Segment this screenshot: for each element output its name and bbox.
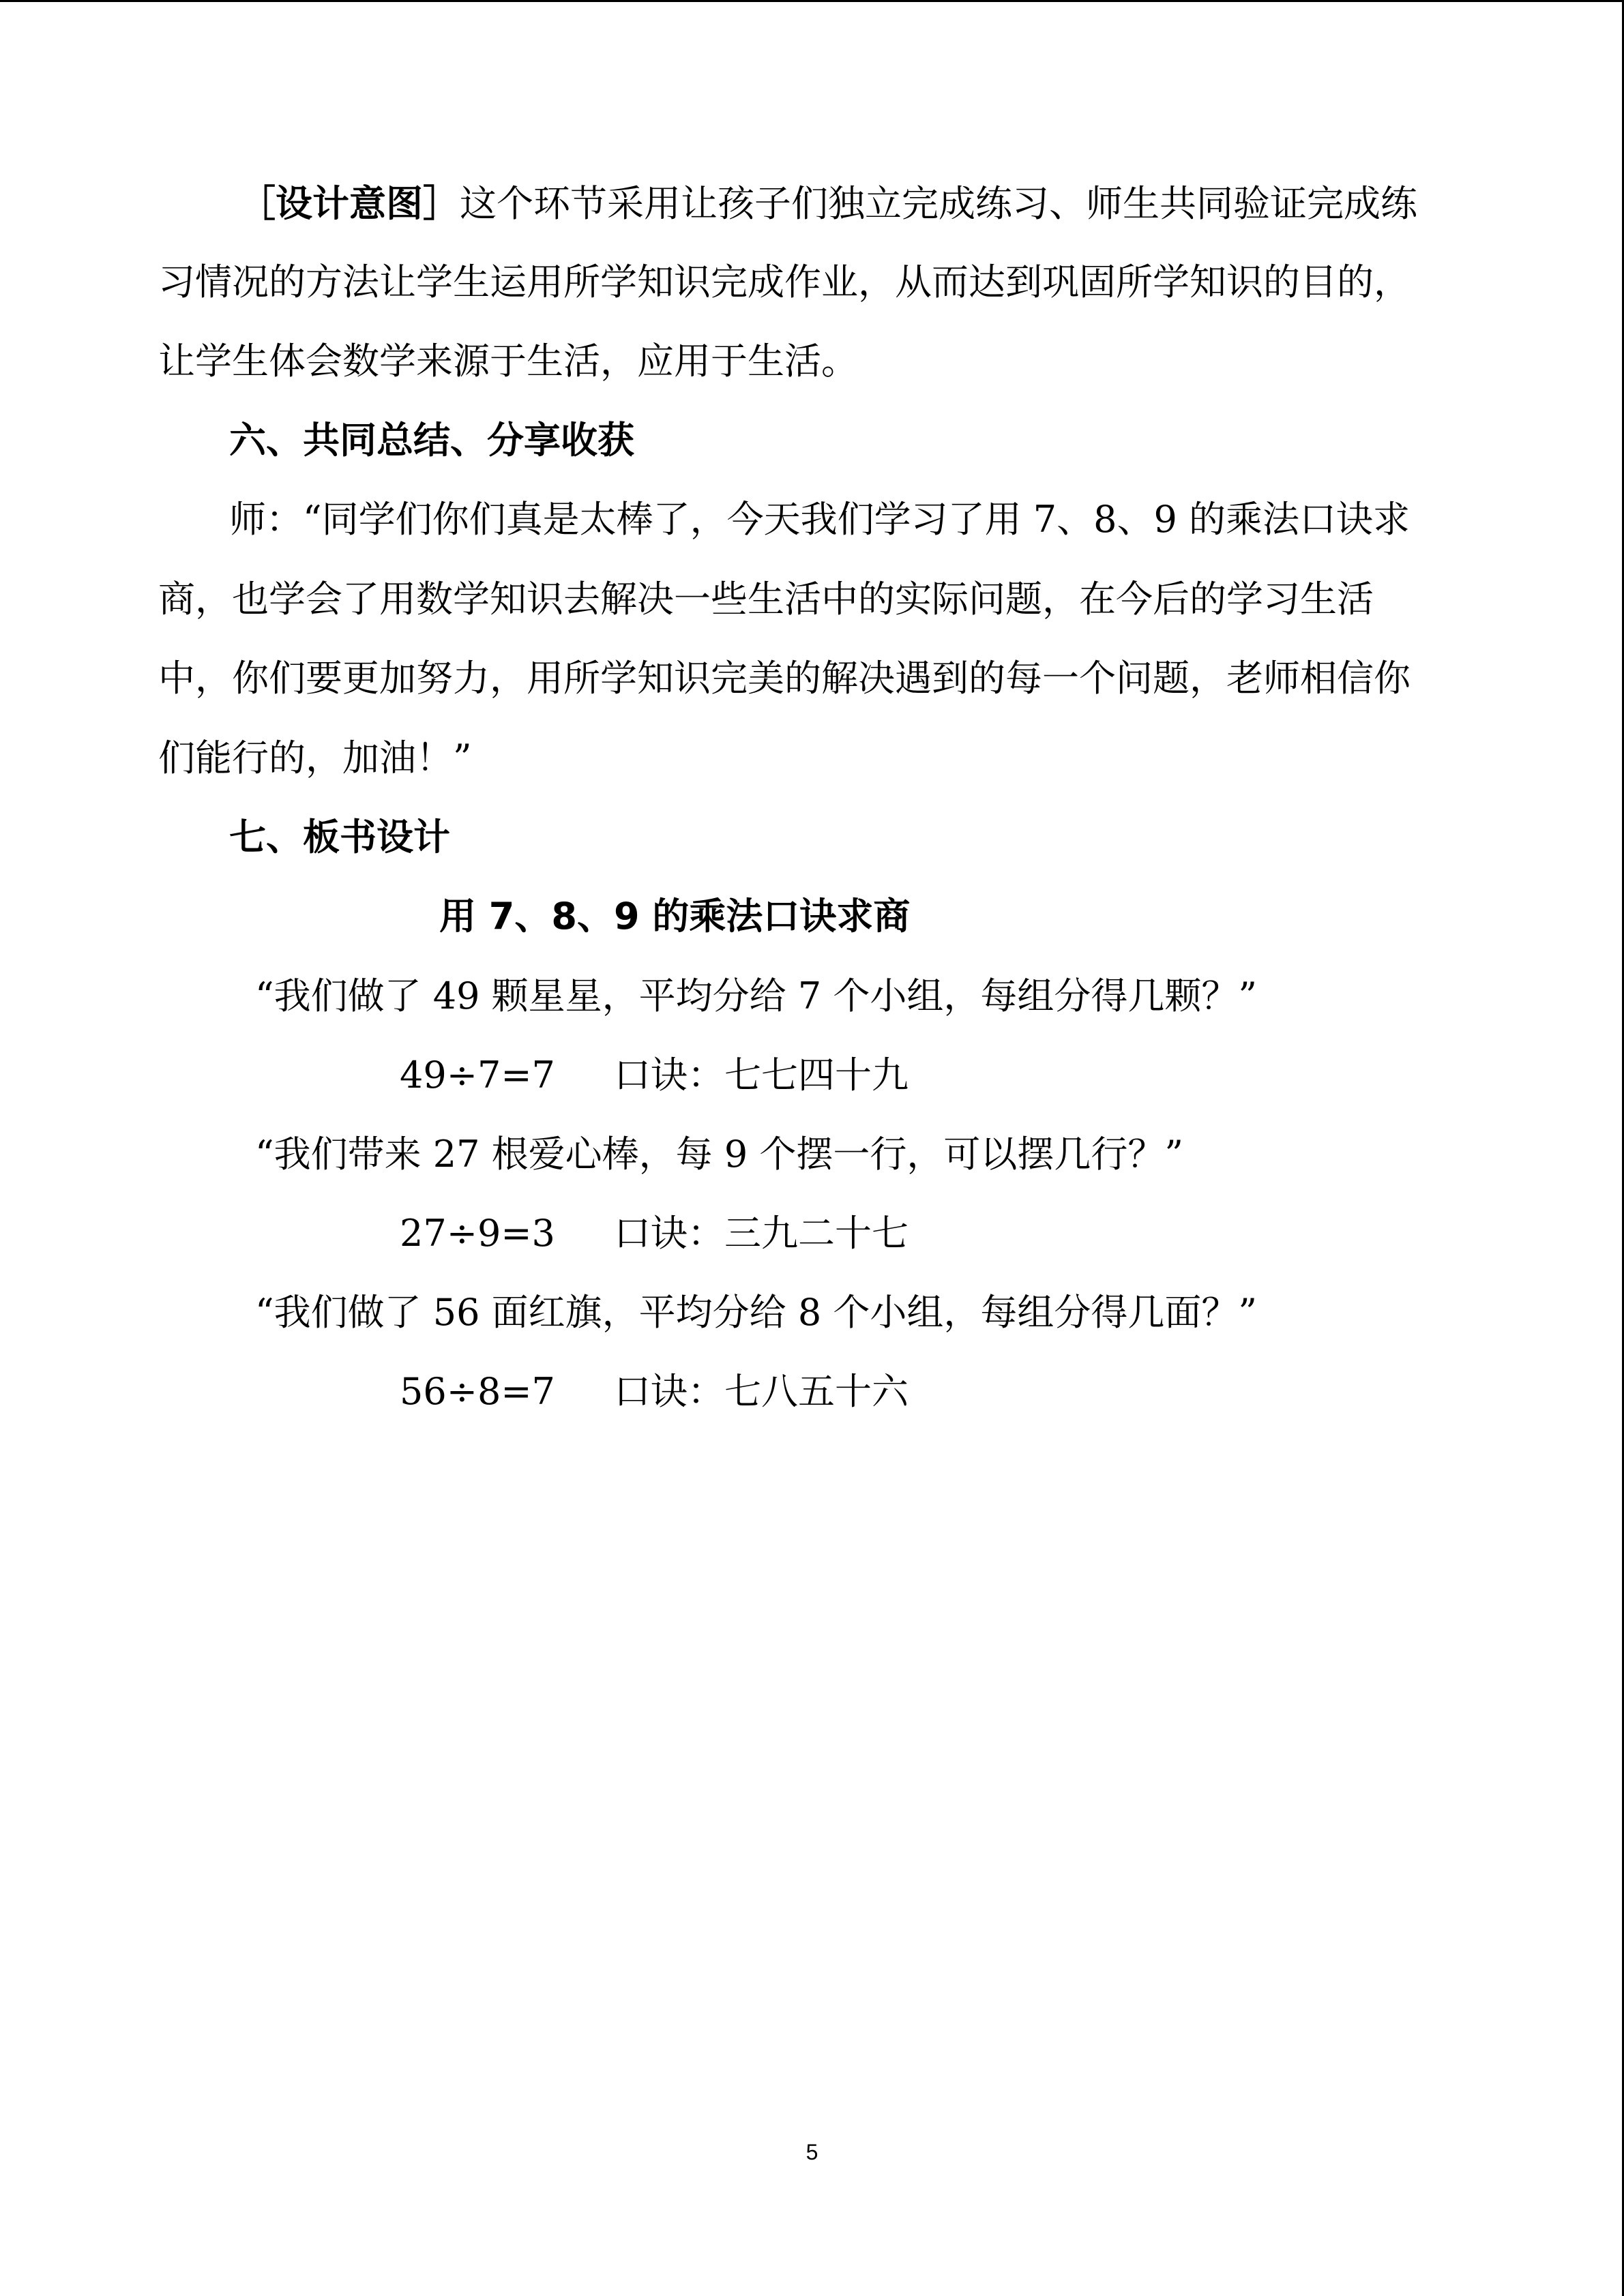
board-mnemonic-2: 口诀：三九二十七 bbox=[614, 1212, 909, 1255]
board-question-2: “我们带来 27 根爱心棒，每 9 个摆一行，可以摆几行？” bbox=[255, 1133, 1183, 1176]
design-intent-line-1 bbox=[239, 182, 1417, 225]
section-6-heading: 六、共同总结、分享收获 bbox=[229, 419, 634, 462]
section-6-paragraph-line-4: 们能行的，加油！” bbox=[158, 736, 472, 779]
board-equation-3: 56÷8=7 bbox=[400, 1370, 555, 1413]
board-mnemonic-3: 口诀：七八五十六 bbox=[614, 1370, 909, 1413]
section-7-heading: 七、板书设计 bbox=[229, 816, 450, 859]
design-intent-label: ［设计意图］ bbox=[239, 182, 460, 225]
design-intent-line-3: 让学生体会数学来源于生活，应用于生活。 bbox=[158, 340, 858, 383]
board-question-1: “我们做了 49 颗星星，平均分给 7 个小组，每组分得几颗？” bbox=[255, 974, 1257, 1017]
section-6-paragraph-line-1: 师：“同学们你们真是太棒了，今天我们学习了用 7、8、9 的乘法口诀求 bbox=[229, 498, 1411, 541]
section-6-paragraph-line-2: 商，也学会了用数学知识去解决一些生活中的实际问题，在今后的学习生活 bbox=[158, 578, 1374, 621]
page-number: 5 bbox=[806, 2140, 818, 2164]
board-equation-2: 27÷9=3 bbox=[400, 1212, 555, 1255]
board-mnemonic-1: 口诀：七七四十九 bbox=[614, 1054, 909, 1097]
board-title: 用 7、8、9 的乘法口诀求商 bbox=[439, 895, 911, 938]
design-intent-text: 这个环节采用让孩子们独立完成练习、师生共同验证完成练 bbox=[460, 182, 1417, 225]
board-equation-1: 49÷7=7 bbox=[400, 1054, 555, 1097]
section-6-paragraph-line-3: 中，你们要更加努力，用所学知识完美的解决遇到的每一个问题，老师相信你 bbox=[158, 657, 1411, 700]
board-question-3: “我们做了 56 面红旗，平均分给 8 个小组，每组分得几面？” bbox=[255, 1291, 1257, 1334]
design-intent-line-2: 习情况的方法让学生运用所学知识完成作业，从而达到巩固所学知识的目的， bbox=[158, 260, 1411, 303]
